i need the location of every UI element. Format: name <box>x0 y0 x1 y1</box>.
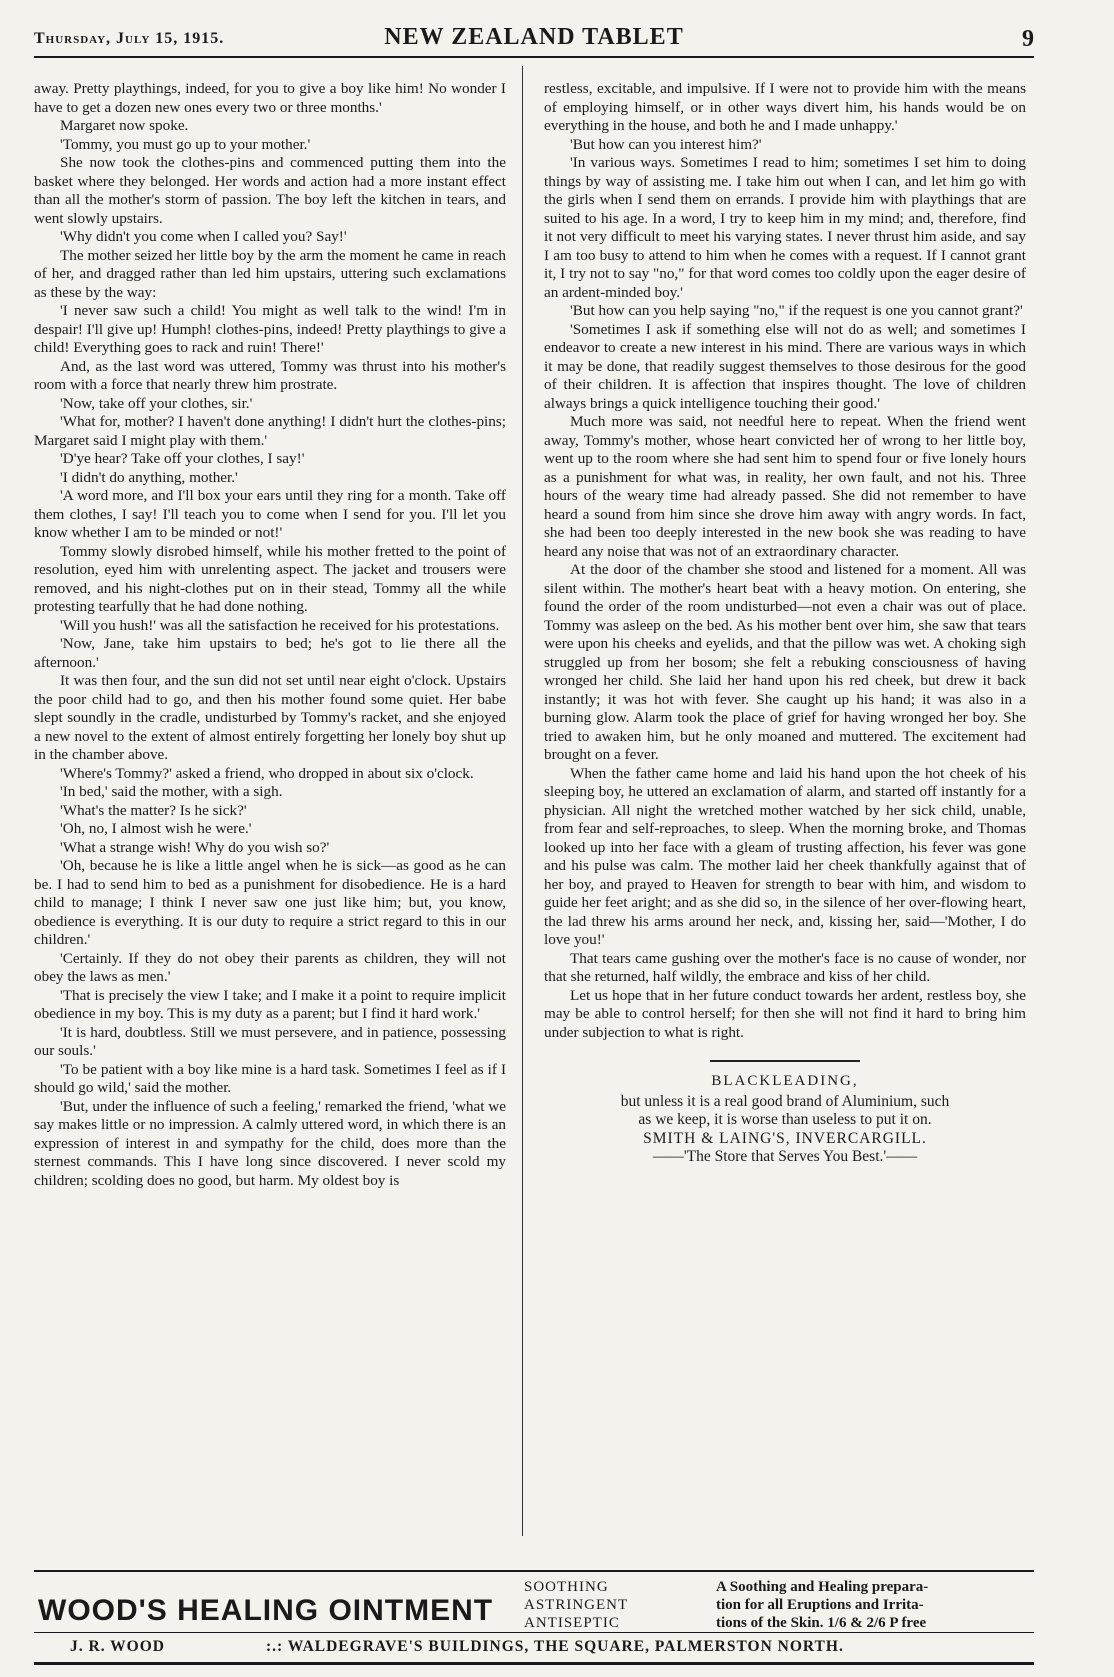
paragraph: 'D'ye hear? Take off your clothes, I say!' <box>60 450 305 467</box>
paragraph: 'Tommy, you must go up to your mother.' <box>60 135 311 153</box>
paragraph: 'Why didn't you come when I called you? Say!' <box>60 228 347 245</box>
paragraph: away. Pretty playthings, indeed, for you to give a boy like him! No wonder I have to get a dozen new ones every two or three months.' <box>34 80 506 116</box>
issue-date: Thursday, July 15, 1915. <box>34 30 225 47</box>
paragraph: It was then four, and the sun did not set until near eight o'clock. Upstairs the poor child had to go, and then his mother found some quiet. Her babe slept soundly in the cradle, undisturbed by Tommy's racket, and she enjoyed a new novel to the extent of almost entirely forgetting her lonely boy shut up in the chamber above. <box>34 672 506 763</box>
paragraph: 'Oh, because he is like a little angel when he is sick—as good as he can be. I had to send him to bed as a punishment for disobedience. He is a hard child to manage; I think I never saw one just like him; but, you know, obedience is everything. It is our duty to require a strict regard to this in our children.' <box>34 857 506 948</box>
paragraph: Much more was said, not needful here to repeat. When the friend went away, Tommy's mother, whose heart convicted her of wrong to her little boy, went up to the room where she had sent him to spend four or five lonely hours as a punishment for what was, in reality, her own fault, and not his. Three hours of the weary time had already passed. She did not remember to have heard a sound from him since she drove him away with angry words. In fact, she had been too deeply interested in the new book she was reading to have heard any noise that was not of an extraordinary character. <box>544 413 1026 560</box>
paragraph: restless, excitable, and impulsive. If I were not to provide him with the means of employing himself, or in other ways divert him, his hands would be on everything in the house, and both he and I made unhappy.' <box>544 80 1026 134</box>
paragraph: 'A word more, and I'll box your ears until they ring for a month. Take off them clothes, I say! I'll teach you to come when I send for you. I'll let you know whether I am to be minded or not!' <box>34 487 506 541</box>
paragraph: When the father came home and laid his hand upon the hot cheek of his sleeping boy, he uttered an exclamation of alarm, and started off instantly for a physician. All night the wretched mother watched by her sick child, unable, from fear and self-reproaches, to sleep. When the morning broke, and Thomas looked up into her face with a gleam of trusting affection, his fever was gone and his pulse was calm. The mother laid her cheek thankfully against that of her boy, and prayed to Heaven for strength to bear with him, and wisdom to guide her feet aright; and as she did so, in the silence of her over-flowing heart, the lad threw his arms around her neck, and, kissing her, said—'Mother, I do love you!' <box>544 764 1026 948</box>
paragraph: Margaret now spoke. <box>60 117 189 134</box>
paragraph: 'But how can you help saying "no," if the request is one you cannot grant?' <box>570 302 1023 319</box>
paragraph: At the door of the chamber she stood and listened for a moment. All was silent within. The mother's heart beat with a heavy motion. On entering, she found the order of the room undisturbed—not even a chair was out of place. Tommy was asleep on the bed. As his mother bent over him, she saw that tears were upon his cheeks and eyelids, and that the pillow was wet. A choking sigh struggled up from her bosom; she felt a rebuking consciousness of having wronged her child. She laid her hand upon his red cheek, but drew it back instantly; it was hot with fever. She caught up his hand; it was also in a burning glow. Alarm took the place of grief for having wronged her boy. She tried to awaken him, but he only moaned and muttered. The excitement had brought on a fever. <box>544 561 1026 763</box>
ad-description-line: tion for all Eruptions and Irrita- <box>716 1597 924 1613</box>
newspaper-title: NEW ZEALAND TABLET <box>384 24 684 50</box>
paragraph: 'Now, take off your clothes, sir.' <box>60 394 253 412</box>
paragraph: 'But how can you interest him?' <box>570 135 762 153</box>
paragraph: Let us hope that in her future conduct towards her ardent, restless boy, she may be able to control herself; for then she will not find it hard to bring him under subjection to what is right. <box>544 986 1026 1041</box>
paragraph: 'Where's Tommy?' asked a friend, who dropped in about six o'clock. <box>60 764 474 782</box>
paragraph: 'Sometimes I ask if something else will not do as well; and sometimes I endeavor to create a new interest in his mind. There are various ways in which it may be done, that readily suggest themselves to those desirous for the good of their children. It is affection that inspires thought. The love of children always brings a quick intelligence touching their good.' <box>544 320 1026 412</box>
paragraph: 'I never saw such a child! You might as well talk to the wind! I'm in despair! I'll give up! Humph! clothes-pins, indeed! Pretty playthings to give a child! Everything goes to rack and ruin! There!' <box>34 302 506 356</box>
column-divider <box>522 66 523 1536</box>
ad-heading: BLACKLEADING, <box>711 1073 859 1089</box>
blackleading-advertisement <box>544 1060 1026 1167</box>
paragraph: She now took the clothes-pins and commenced putting them into the basket where they belonged. Her words and action had a more instant effect than all the mother's storm of passion. The boy left the kitchen in tears, and went slowly upstairs. <box>34 154 506 227</box>
ad-quality: ASTRINGENT <box>524 1597 629 1613</box>
paragraph: 'Certainly. If they do not obey their parents as children, they will not obey the laws as men.' <box>34 949 506 985</box>
right-column <box>544 80 1026 1550</box>
ad-description-line: A Soothing and Healing prepara- <box>716 1579 929 1595</box>
paragraph: 'In bed,' said the mother, with a sigh. <box>60 783 283 800</box>
paragraph: 'What a strange wish! Why do you wish so?' <box>60 838 330 856</box>
ad-divider <box>34 1632 1034 1633</box>
paragraph: That tears came gushing over the mother's face is no cause of wonder, nor that she returned, half wildly, the embrace and kiss of her child. <box>544 949 1026 985</box>
left-column <box>34 80 506 1550</box>
ad-divider <box>710 1060 860 1062</box>
paragraph: The mother seized her little boy by the arm the moment he came in reach of her, and dragged rather than led him upstairs, uttering such exclamations as these by the way: <box>34 246 506 301</box>
paragraph: And, as the last word was uttered, Tommy was thrust into his mother's room with a force that nearly threw him prostrate. <box>34 357 506 393</box>
paragraph: 'It is hard, doubtless. Still we must persevere, and in patience, possessing our souls.' <box>34 1023 506 1059</box>
ad-quality: ANTISEPTIC <box>524 1615 620 1631</box>
ointment-advertisement <box>34 1570 1034 1665</box>
paragraph: 'Now, Jane, take him upstairs to bed; he's got to lie there all the afternoon.' <box>34 635 506 671</box>
masthead <box>34 22 1034 58</box>
ad-qualities <box>524 1578 628 1632</box>
ad-text-line: as we keep, it is worse than useless to put it on. <box>638 1111 932 1128</box>
ad-store-name: SMITH & LAING'S, INVERCARGILL. <box>643 1129 927 1147</box>
ad-address: :.: WALDEGRAVE'S BUILDINGS, THE SQUARE, PALMERSTON NORTH. <box>266 1638 844 1655</box>
ad-quality: SOOTHING <box>524 1579 609 1595</box>
ad-brand-name: WOOD'S HEALING OINTMENT <box>38 1594 494 1627</box>
ad-text-line: but unless it is a real good brand of Aluminium, such <box>620 1092 950 1110</box>
paragraph: 'In various ways. Sometimes I read to him; sometimes I set him to doing things by way of assisting me. I take him out when I can, and let him go with the girls when I send them on errands. I provide him with playthings that are suited to his age. In a word, I try to keep him in my mind; and, therefore, find it not very difficult to meet his varying states. I never thrust him aside, and say I am too busy to attend to him when he comes with a request. If I cannot grant it, I try not to say "no," for that word comes too coldly upon the eager desire of an ardent-minded boy.' <box>544 154 1026 301</box>
ad-description-line: tions of the Skin. 1/6 & 2/6 P free <box>716 1615 927 1631</box>
paragraph: 'What's the matter? Is he sick?' <box>60 801 247 819</box>
ad-description <box>716 1578 1034 1632</box>
ad-proprietor: J. R. WOOD <box>70 1638 165 1655</box>
paragraph: 'I didn't do anything, mother.' <box>60 468 238 486</box>
paragraph: 'Oh, no, I almost wish he were.' <box>60 820 252 837</box>
paragraph: 'What for, mother? I haven't done anything! I didn't hurt the clothes-pins; Margaret said I might play with them.' <box>34 413 506 449</box>
paragraph: 'To be patient with a boy like mine is a hard task. Sometimes I feel as if I should go wild,' said the mother. <box>34 1060 506 1096</box>
paragraph: Tommy slowly disrobed himself, while his mother fretted to the point of resolution, eyed him with unrelenting aspect. The jacket and trousers were removed, and his night-clothes put on in their stead, Tommy all the while protesting tearfully that he had done nothing. <box>34 542 506 615</box>
paragraph: 'But, under the influence of such a feeling,' remarked the friend, 'what we say makes little or no impression. A calmly uttered word, in which there is an expression of interest in and sympathy for the child, does more than the sternest commands. This I have long since discovered. I never scold my children; scolding does no good, but harm. My oldest boy is <box>34 1097 506 1189</box>
ad-slogan: ——'The Store that Serves You Best.'—— <box>652 1148 918 1165</box>
page-number: 9 <box>1022 26 1034 52</box>
paragraph: 'That is precisely the view I take; and I make it a point to require implicit obedience in my boy. This is my duty as a parent; but I find it hard work.' <box>34 986 506 1022</box>
paragraph: 'Will you hush!' was all the satisfaction he received for his protestations. <box>60 616 500 634</box>
